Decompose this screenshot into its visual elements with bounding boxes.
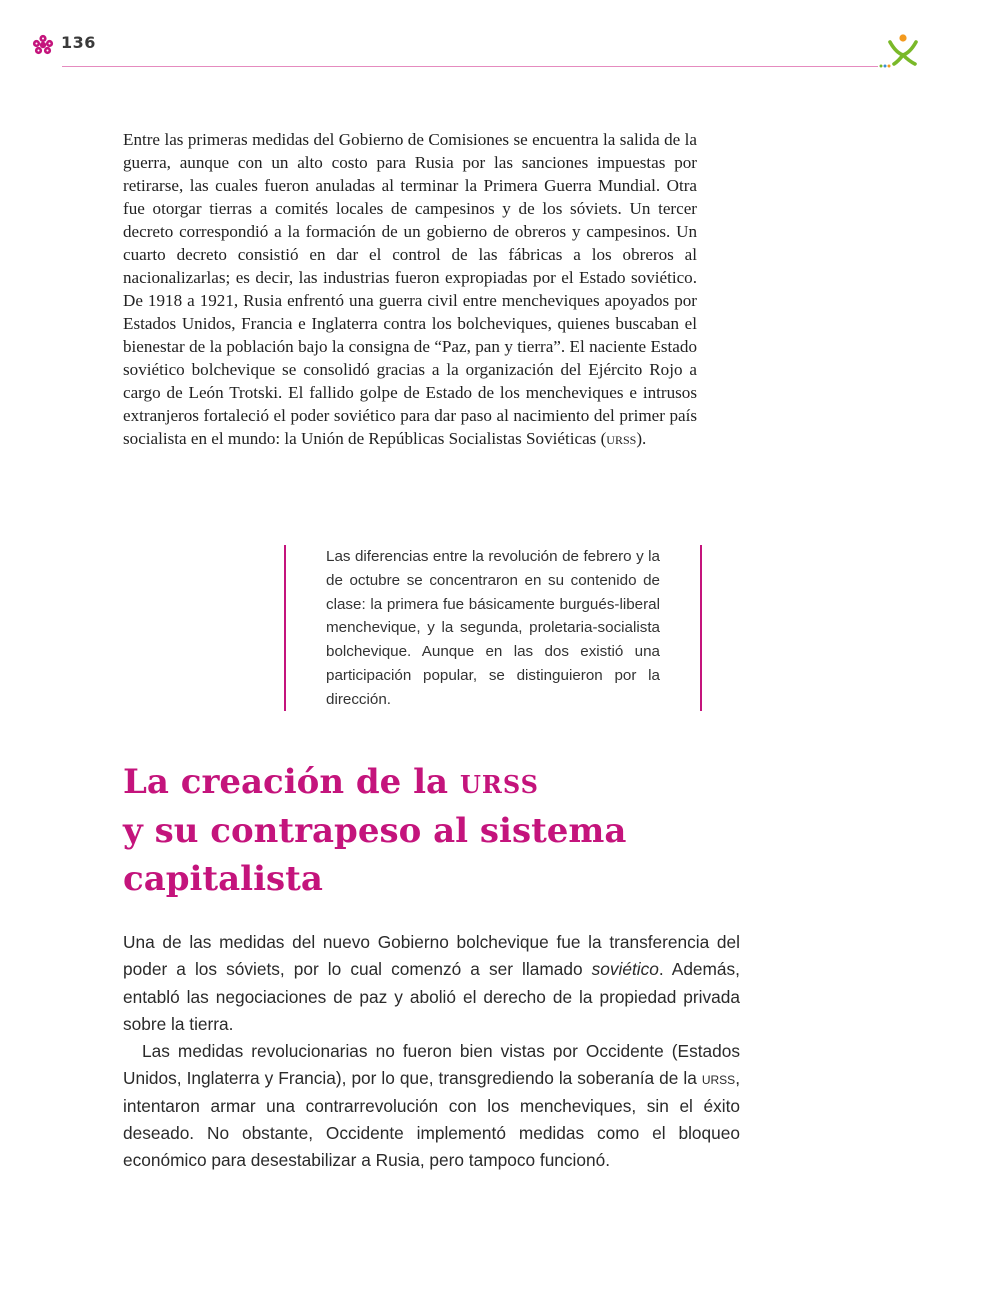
section-body: [123, 929, 740, 1175]
section-title-acronym: urss: [459, 762, 539, 802]
page-header: [0, 0, 986, 80]
section-title-prefix: La creación de la: [123, 762, 460, 802]
body-paragraph-1-text: Una de las medidas del nuevo Gobierno bolchevique fue la transferencia del poder a los sóviets, por lo cual comenzó a ser llamado: [123, 932, 740, 980]
callout-box: [284, 545, 702, 711]
intro-acronym: urss: [606, 429, 637, 448]
body-paragraph-1-end: . Además, entabló las negociaciones de paz y abolió el derecho de la propiedad privada sobre la tierra.: [123, 959, 740, 1034]
section-title-line-2: y su contrapeso al sistema: [123, 810, 627, 851]
body-paragraph-2: [123, 1038, 740, 1174]
body-paragraph-1: [123, 929, 740, 1038]
body-paragraph-1-italic: soviético: [591, 959, 659, 980]
callout-right-bar: [700, 545, 702, 711]
body-paragraph-2-acronym: urss: [701, 1068, 736, 1089]
person-logo-icon: [886, 33, 922, 69]
section-title-line-1: [123, 758, 763, 807]
intro-paragraph: [123, 128, 697, 450]
intro-text: Entre las primeras medidas del Gobierno de Comisiones se encuentra la salida de la guerra, aunque con un alto costo para Rusia por las sanciones impuestas por retirarse, las cuales fueron anuladas al terminar la Primera Guerra Mundial. Otra fue otorgar tierras a comités locales de campesinos y de los sóviets. Un tercer decreto correspondió a la formación de un gobierno de obreros y campesinos. Un cuarto decreto consistió en dar el control de las fábricas a los obreros al nacionalizarlas; es decir, las industrias fueron expropiadas por el Estado soviético. De 1918 a 1921, Rusia enfrentó una guerra civil entre mencheviques apoyados por Estados Unidos, Francia e Inglaterra contra los bolcheviques, quienes buscaban el bienestar de la población bajo la consigna de “Paz, pan y tierra”. El naciente Estado soviético bolchevique se consolidó gracias a la organización del Ejército Rojo a cargo de León Trotski. El fallido golpe de Estado de los mencheviques e intrusos extranjeros fortaleció el poder soviético para dar paso al nacimiento del primer país socialista en el mundo: la Unión de Repúblicas Socialistas Soviéticas (: [123, 130, 697, 448]
body-paragraph-2-end: , intentaron armar una contrarrevolución con los mencheviques, sin el éxito deseado. No obstante, Occidente implementó medidas como el bloqueo económico para desestabilizar a Rusia, pero tampoco funcionó.: [123, 1068, 740, 1171]
section-title: [123, 758, 763, 904]
body-paragraph-2-text: Las medidas revolucionarias no fueron bien vistas por Occidente (Estados Unidos, Inglaterra y Francia), por lo que, transgrediendo la soberanía de la: [123, 1041, 740, 1089]
page-number: 136: [61, 33, 96, 52]
callout-text: Las diferencias entre la revolución de febrero y la de octubre se concentraron en su contenido de clase: la primera fue básicamente burgués-liberal menchevique, y la segunda, proletaria-socialista bolchevique. Aunque en las dos existió una participación popular, se distinguieron por la dirección.: [326, 548, 660, 708]
intro-text-end: ).: [636, 429, 647, 448]
header-rule: [62, 66, 878, 67]
flower-icon: [31, 34, 55, 56]
section-title-line-3: capitalista: [123, 859, 323, 899]
callout-left-bar: [284, 545, 286, 711]
